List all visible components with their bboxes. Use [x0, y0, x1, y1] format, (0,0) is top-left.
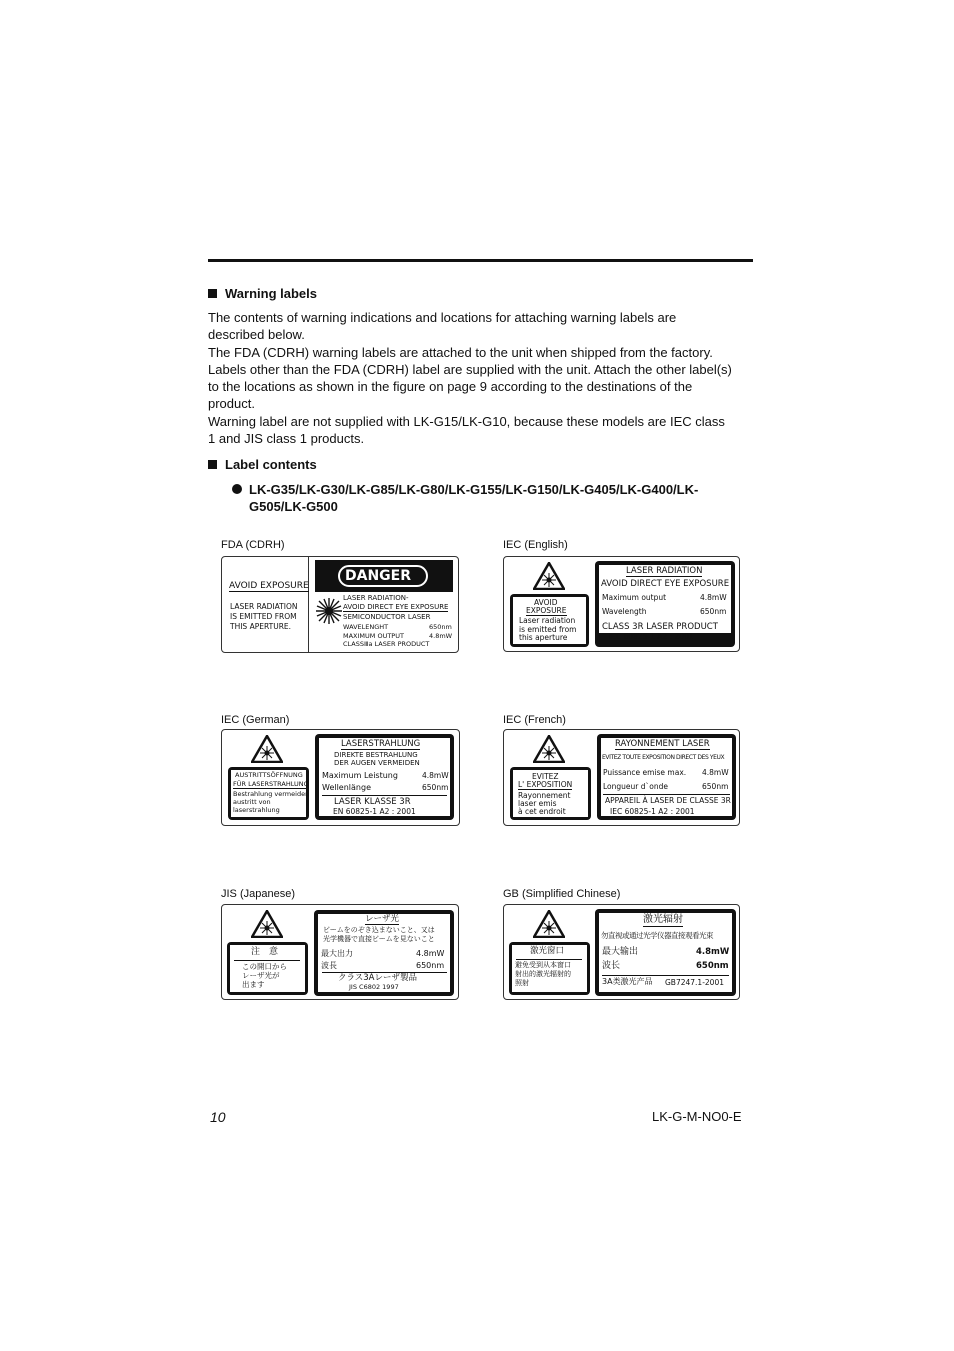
- aperture-text: laser emis: [518, 799, 557, 808]
- wavelength-value: 650nm: [416, 961, 445, 970]
- caption-fda: FDA (CDRH): [221, 539, 285, 551]
- fda-left-text: IS EMITTED FROM: [230, 612, 297, 621]
- standard-text: JIS C6802 1997: [349, 983, 399, 991]
- class-text: CLASS 3R LASER PRODUCT: [602, 622, 718, 632]
- fda-right-text: SEMICONDUCTOR LASER: [343, 613, 431, 621]
- aperture-text: この開口から: [242, 962, 287, 971]
- caption-iec-german: IEC (German): [221, 714, 290, 726]
- fda-right-text: AVOID DIRECT EYE EXPOSURE: [343, 603, 449, 611]
- laser-starburst-icon: [315, 597, 343, 625]
- fda-warning-label: [221, 556, 459, 653]
- fda-avoid-exposure: AVOID EXPOSURE: [229, 581, 309, 591]
- section-heading-warning-labels: [208, 286, 317, 301]
- fda-right-text: LASER RADIATION-: [343, 594, 409, 602]
- label-heading: 激光辐射: [643, 914, 683, 925]
- fda-left-text: THIS APERTURE.: [230, 622, 292, 631]
- label-subheading: 勿直视或通过光学仪器直接观看光束: [601, 931, 713, 940]
- label-subheading: 光学機器で直接ビームを見ないこと: [323, 935, 435, 943]
- text-line: The contents of warning indications and locations for attaching warning labels are: [208, 310, 677, 325]
- label-heading: RAYONNEMENT LASER: [615, 739, 710, 749]
- aperture-text: 避免受到从本窗口: [515, 961, 571, 969]
- model-list-bullet: [232, 481, 752, 515]
- danger-header: [315, 560, 453, 592]
- aperture-text: 射出的激光辐射的: [515, 970, 571, 978]
- standard-text: EN 60825-1 A2 : 2001: [333, 807, 416, 816]
- label-subheading: DIREKTE BESTRAHLUNG: [334, 751, 418, 759]
- text-line: product.: [208, 396, 255, 411]
- aperture-text: EXPOSURE: [526, 606, 567, 615]
- divider: [603, 794, 730, 795]
- aperture-text: EVITEZ: [532, 772, 559, 781]
- class-text: クラス3Aレーザ製品: [338, 973, 417, 983]
- aperture-text: L' EXPOSITION: [518, 780, 573, 789]
- wavelength-key: Longueur d`onde: [603, 782, 668, 791]
- aperture-text: AVOID: [534, 598, 558, 607]
- class-text: APPAREIL À LASER DE CLASSE 3R: [605, 796, 731, 805]
- paragraph-2: [208, 344, 753, 412]
- wavelength-value: 650nm: [422, 783, 449, 792]
- aperture-text: Rayonnement: [518, 791, 571, 800]
- iec-german-warning-label: [221, 729, 460, 826]
- fda-wavelength-value: 650nm: [429, 623, 452, 631]
- max-output-value: 4.8mW: [416, 949, 445, 958]
- document-code: LK-G-M-NO0-E: [652, 1109, 742, 1124]
- fda-output-key: MAXIMUM OUTPUT: [343, 632, 404, 640]
- wavelength-value: 650nm: [700, 607, 727, 616]
- bullet-dot-icon: [232, 484, 242, 494]
- aperture-text: à cet endroit: [518, 807, 566, 816]
- max-output-key: Puissance emise max.: [603, 768, 687, 777]
- top-rule: [208, 259, 753, 262]
- aperture-text: is emitted from: [519, 625, 577, 634]
- divider: [516, 959, 582, 960]
- iec-french-warning-label: [503, 729, 740, 826]
- aperture-text: 出ます: [242, 980, 265, 989]
- label-heading: レーザ光: [365, 914, 400, 924]
- max-output-key: Maximum Leistung: [322, 771, 398, 780]
- paragraph-3: [208, 413, 753, 447]
- label-subheading: ビームをのぞき込まないこと、又は: [323, 926, 435, 934]
- iec-english-warning-label: [503, 556, 740, 652]
- aperture-text: 照射: [515, 979, 529, 987]
- caution-text: 注 意: [251, 947, 279, 957]
- max-output-key: 最大输出: [602, 947, 639, 957]
- section-title: Warning labels: [225, 286, 317, 301]
- jis-warning-label: [221, 904, 459, 1000]
- standard-text: GB7247.1-2001: [665, 978, 724, 987]
- text-line: The FDA (CDRH) warning labels are attached to the unit when shipped from the factory.: [208, 345, 713, 360]
- wavelength-key: Wellenlänge: [322, 783, 371, 792]
- laser-warning-triangle-icon: [533, 562, 565, 590]
- laser-warning-triangle-icon: [251, 910, 283, 938]
- square-bullet-icon: [208, 289, 217, 298]
- wavelength-value: 650nm: [702, 782, 729, 791]
- class-text: LASER KLASSE 3R: [334, 797, 411, 807]
- laser-warning-triangle-icon: [533, 735, 565, 763]
- caption-jis: JIS (Japanese): [221, 888, 295, 900]
- laser-warning-triangle-icon: [251, 735, 283, 763]
- page-number: 10: [210, 1109, 226, 1125]
- max-output-key: 最大出力: [321, 949, 353, 958]
- max-output-value: 4.8mW: [702, 768, 729, 777]
- section-title: Label contents: [225, 457, 317, 472]
- max-output-value: 4.8mW: [696, 947, 730, 957]
- wavelength-key: 波長: [321, 961, 337, 970]
- text-line: Warning label are not supplied with LK-G15/LK-G10, because these models are IEC class: [208, 414, 725, 429]
- text-line: Labels other than the FDA (CDRH) label are supplied with the unit. Attach the other label(s): [208, 362, 732, 377]
- class-text: 3A类激光产品: [602, 977, 653, 986]
- divider: [234, 960, 300, 961]
- wavelength-key: Wavelength: [602, 607, 647, 616]
- max-output-value: 4.8mW: [700, 593, 727, 602]
- wavelength-key: 波长: [602, 961, 621, 971]
- fda-wavelength-key: WAVELENGHT: [343, 623, 389, 631]
- divider: [602, 975, 729, 976]
- aperture-text: FÜR LASERSTRAHLUNG: [233, 780, 309, 788]
- caption-iec-english: IEC (English): [503, 539, 568, 551]
- text-line: 1 and JIS class 1 products.: [208, 431, 365, 446]
- label-subheading: EVITEZ TOUTE EXPOSITION DIRECT DES YEUX: [602, 754, 725, 761]
- fda-class-text: CLASSⅢa LASER PRODUCT: [343, 640, 430, 648]
- gb-warning-label: [503, 904, 740, 1000]
- aperture-window-text: 激光窗口: [530, 946, 565, 956]
- aperture-text: レーザ光が: [242, 971, 280, 980]
- aperture-text: laserstrahlung: [233, 806, 280, 814]
- paragraph-1: [208, 309, 753, 343]
- danger-word: DANGER: [345, 568, 412, 584]
- model-list-line: G505/LK-G500: [249, 499, 338, 514]
- max-output-key: Maximum output: [602, 593, 667, 602]
- text-line: described below.: [208, 327, 305, 342]
- aperture-text: Bestrahlung vermeiden: [233, 790, 310, 798]
- standard-text: IEC 60825-1 A2 : 2001: [610, 807, 695, 816]
- text-line: to the locations as shown in the figure on page 9 according to the destinations of the: [208, 379, 693, 394]
- section-heading-label-contents: [208, 457, 317, 472]
- label-subheading: AVOID DIRECT EYE EXPOSURE: [601, 579, 730, 589]
- aperture-text: Laser radiation: [519, 616, 576, 625]
- fda-output-value: 4.8mW: [429, 632, 453, 640]
- aperture-text: austritt von: [233, 798, 271, 806]
- laser-warning-triangle-icon: [533, 910, 565, 938]
- max-output-value: 4.8mW: [422, 771, 449, 780]
- fda-left-text: LASER RADIATION: [230, 602, 298, 611]
- wavelength-value: 650nm: [696, 961, 729, 971]
- divider: [308, 557, 309, 652]
- model-list-line: LK-G35/LK-G30/LK-G85/LK-G80/LK-G155/LK-G150/LK-G405/LK-G400/LK-: [249, 482, 699, 497]
- label-heading: LASER RADIATION: [626, 566, 703, 576]
- divider: [322, 795, 447, 796]
- label-subheading: DER AUGEN VERMEIDEN: [334, 759, 420, 767]
- caption-iec-french: IEC (French): [503, 714, 566, 726]
- standard-text: IEC 60825-1 A2 : 2001: [609, 632, 694, 641]
- aperture-text: AUSTRITTSÖFFNUNG: [235, 771, 303, 779]
- caption-gb: GB (Simplified Chinese): [503, 888, 621, 900]
- label-heading: LASERSTRAHLUNG: [341, 739, 421, 749]
- square-bullet-icon: [208, 460, 217, 469]
- aperture-text: this aperture: [519, 633, 568, 642]
